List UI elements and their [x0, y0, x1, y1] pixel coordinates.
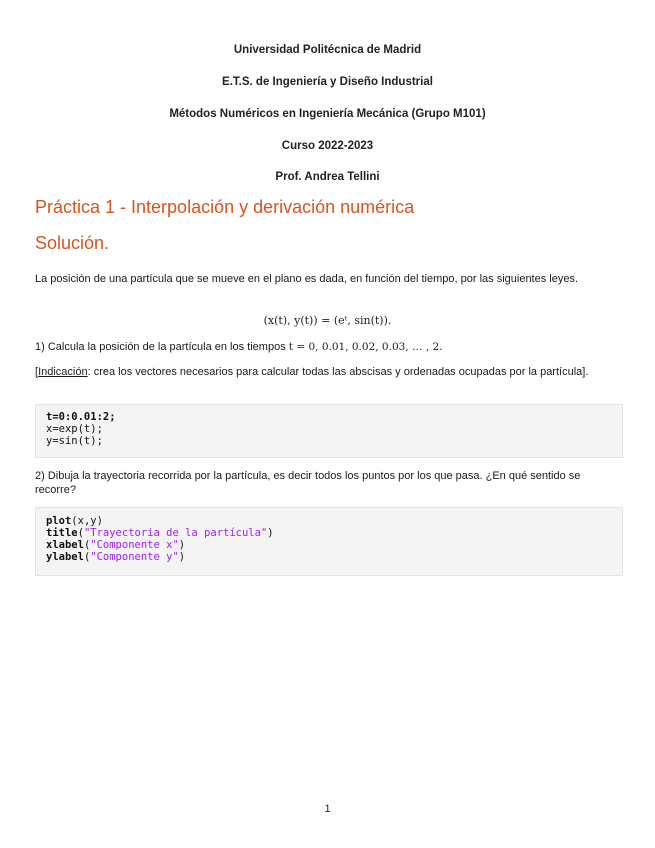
intro-paragraph: La posición de una partícula que se mueve en el plano es dada, en función del tiempo, por las siguientes leyes. [35, 273, 579, 285]
code-line-xlabel: xlabel("Componente x") [46, 539, 186, 551]
professor-name: Prof. Andrea Tellini [275, 171, 380, 183]
course-name: Métodos Numéricos en Ingeniería Mecánica (Grupo M101) [169, 108, 486, 120]
code-line-title: title("Trayectoria de la partícula") [46, 527, 274, 539]
question-1 [35, 340, 615, 354]
university-name: Universidad Politécnica de Madrid [233, 44, 422, 56]
solution-heading: Solución. [35, 233, 110, 253]
code-block-1 [35, 404, 623, 458]
code-line-ylabel: ylabel("Componente y") [46, 551, 186, 563]
question-1-text: 1) Calcula la posición de la partícula en los tiempos [35, 341, 286, 353]
code-line-y: y=sin(t); [46, 435, 103, 447]
code-line-t: t=0:0.01:2; [46, 411, 116, 423]
document-title: Práctica 1 - Interpolación y derivación numérica [35, 197, 415, 217]
title-fn: title [46, 527, 78, 539]
xlabel-string: "Componente x" [90, 539, 179, 551]
code-line-plot [46, 515, 612, 527]
question-1-times: t = 0, 0.01, 0.02, 0.03, … , 2. [288, 341, 443, 353]
plot-fn: plot [46, 515, 72, 527]
page-number: 1 [324, 803, 331, 815]
question-2: 2) Dibuja la trayectoria recorrida por la partícula, es decir todos los puntos por los que pasa. ¿En qué sentido se recorre? [35, 470, 581, 496]
course-year: Curso 2022-2023 [281, 140, 374, 152]
ylabel-string: "Componente y" [90, 551, 179, 563]
school-name: E.T.S. de Ingeniería y Diseño Industrial [222, 76, 433, 88]
hint-paragraph: [Indicación: crea los vectores necesarios para calcular todas las abscisas y ordenadas ocupadas por la partícula]. [35, 366, 589, 378]
hint-text: : crea los vectores necesarios para calcular todas las abscisas y ordenadas ocupadas por la partícula]. [87, 366, 589, 378]
xlabel-fn: xlabel [46, 539, 84, 551]
ylabel-fn: ylabel [46, 551, 84, 563]
code-block-2 [35, 507, 623, 576]
code-line-x: x=exp(t); [46, 423, 103, 435]
title-string: "Trayectoria de la partícula" [83, 527, 268, 539]
plot-args: (x,y) [71, 515, 103, 527]
hint-label: Indicación [38, 366, 88, 378]
position-formula: (x(t), y(t)) = (eᵗ, sin(t)). [263, 314, 392, 327]
